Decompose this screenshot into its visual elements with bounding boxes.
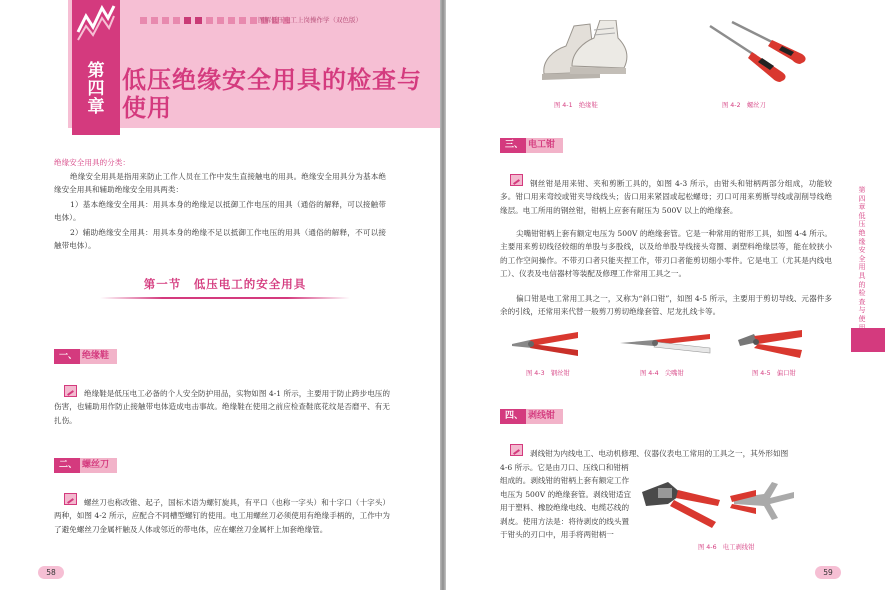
insulated-shoes-image [538, 20, 632, 88]
intro-item-1: 1）基本绝缘安全用具：用具本身的绝缘足以抵御工作电压的用具（通俗的解释，可以接触带电体）。 [54, 200, 386, 223]
combination-pliers-image [510, 330, 580, 358]
pliers-paragraph-1: 钢丝钳是用来钳、夹和剪断工具的，如图 4-3 所示，由钳头和钳柄两部分组成，功能较多。钳口用来弯绞或钳夹导线线头；齿口用来紧固或起松螺母；刃口可用来剪断导线或剖削导线绝缘层。电工所用的钢丝钳，钳柄上应套有耐压为 500V 以上的绝缘套。 [500, 179, 832, 215]
subsection-number: 二、 [54, 458, 80, 473]
subsection-label: 绝缘鞋 [80, 349, 117, 364]
right-page [446, 0, 885, 590]
subsection-tag-wire-stripper [500, 409, 563, 424]
section-title: 第一节 低压电工的安全用具 [143, 277, 307, 291]
book-title: 图解低压电工上岗操作学（双色版） [258, 16, 362, 24]
subsection-label: 电工钳 [526, 138, 563, 153]
diagonal-pliers-image [736, 328, 806, 360]
subsection-number: 一、 [54, 349, 80, 364]
wire-stripper-image [638, 474, 798, 540]
figure-caption: 图 4-1 绝缘鞋 [554, 102, 598, 109]
intro-item-2: 2）辅助绝缘安全用具：用具本身的绝缘不足以抵御工作电压的用具（通俗的解释，不可以接触带电体）。 [54, 228, 386, 251]
figure-caption: 图 4-5 偏口钳 [752, 370, 796, 377]
stripper-paragraph: 4-6 所示。它是由刀口、压线口和钳柄组成的。剥线钳的钳柄上套有额定工作电压为 500V 的绝缘套管。剥线钳适宜用于塑料、橡胶绝缘电线、电缆芯线的剥皮。使用方法是：将待剥皮的线头置于钳头的刃口中，用手将两钳柄一 [500, 463, 632, 540]
section-divider [100, 297, 350, 299]
subsection-number: 四、 [500, 409, 526, 424]
figure-caption: 图 4-3 钢丝钳 [526, 370, 570, 377]
subsection-tag-pliers [500, 138, 563, 153]
figure-caption: 图 4-2 螺丝刀 [722, 102, 766, 109]
chapter-title: 低压绝缘安全用具的检查与使用 [122, 66, 422, 122]
chapter-side-tab [851, 328, 885, 352]
subsection-number: 三、 [500, 138, 526, 153]
pliers-paragraph-3: 偏口钳是电工常用工具之一，又称为“斜口钳”，如图 4-5 所示，主要用于剪切导线、元器件多余的引线，还常用来代替一般剪刀剪切绝缘套管、尼龙扎线卡等。 [500, 294, 832, 317]
screwdrivers-image [696, 18, 808, 84]
chapter-number: 第四章 [87, 61, 105, 117]
zigzag-logo-icon [76, 2, 116, 42]
needle-nose-pliers-image [620, 330, 712, 356]
chapter-side-label: 第四章 低压绝缘安全用具的检查与使 [858, 186, 866, 323]
screwdriver-paragraph: 螺丝刀也称改锥、起子，国标术语为螺钉旋具，有平口（也称一字头）和十字口（十字头）两种，如图 4-2 所示，应配合不同槽型螺钉的使用。电工用螺丝刀必须使用有绝缘手柄的，工作中为了避免螺丝刀金属杆触及人体或邻近的带电体，应在螺丝刀金属杆上加套绝缘管。 [54, 498, 390, 534]
shoes-paragraph: 绝缘鞋是低压电工必备的个人安全防护用品，实物如图 4-1 所示，主要用于防止跨步电压的伤害，也辅助用作防止接触带电体造成电击事故。绝缘鞋在使用之前应检查鞋底花纹是否磨平、有无扎伤。 [54, 389, 390, 425]
left-page [0, 0, 440, 590]
subsection-tag-screwdriver [54, 458, 117, 473]
subsection-tag-shoes [54, 349, 117, 364]
subsection-label: 螺丝刀 [80, 458, 117, 473]
figure-caption: 图 4-6 电工剥线钳 [698, 544, 755, 551]
stripper-paragraph-line: 剥线钳为内线电工、电动机修理、仪器仪表电工常用的工具之一，其外形如图 [530, 449, 789, 458]
figure-caption: 图 4-4 尖嘴钳 [640, 370, 684, 377]
subsection-label: 剥线钳 [526, 409, 563, 424]
intro-heading: 绝缘安全用具的分类： [54, 158, 130, 167]
intro-text: 绝缘安全用具是指用来防止工作人员在工作中发生直接触电的用具。绝缘安全用具分为基本绝缘安全用具和辅助绝缘安全用具两类： [54, 172, 386, 195]
page-number-left: 58 [38, 566, 64, 579]
pliers-paragraph-2: 尖嘴钳钳柄上套有额定电压为 500V 的绝缘套管。它是一种常用的钳形工具，如图 4-4 所示。主要用来剪切线径较细的单股与多股线，以及给单股导线接头弯圈、剥塑料绝缘层等，能在较狭小的工作空间操作。不带刃口者只能夹捏工作，带刃口者能剪切细小零件。它是电工（尤其是内线电工）、仪表及电信器材等装配及修理工作常用工具之一。 [500, 229, 832, 279]
page-number-right: 59 [815, 566, 841, 579]
